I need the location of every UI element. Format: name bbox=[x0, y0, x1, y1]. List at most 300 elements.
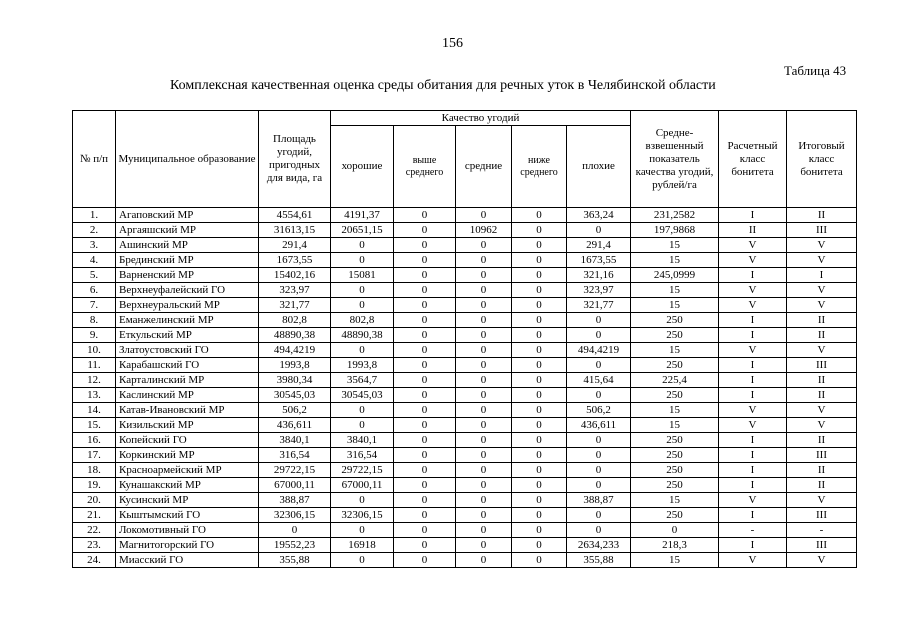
cell-above-average: 0 bbox=[394, 493, 456, 508]
cell-above-average: 0 bbox=[394, 283, 456, 298]
header-below-average: ниже среднего bbox=[512, 126, 567, 208]
cell-below-average: 0 bbox=[512, 523, 567, 538]
document-title: Комплексная качественная оценка среды обитания для речных уток в Челябинской области bbox=[170, 78, 716, 93]
cell-final-class: II bbox=[787, 328, 857, 343]
cell-above-average: 0 bbox=[394, 508, 456, 523]
cell-calc-class: V bbox=[719, 343, 787, 358]
cell-municipality: Аргаяшский МР bbox=[116, 223, 259, 238]
cell-row-num: 19. bbox=[73, 478, 116, 493]
header-average: средние bbox=[456, 126, 512, 208]
cell-municipality: Кунашакский МР bbox=[116, 478, 259, 493]
cell-final-class: III bbox=[787, 223, 857, 238]
cell-average: 10962 bbox=[456, 223, 512, 238]
table-label: Таблица 43 bbox=[784, 63, 847, 78]
cell-above-average: 0 bbox=[394, 388, 456, 403]
cell-good: 1993,8 bbox=[331, 358, 394, 373]
cell-area: 3980,34 bbox=[259, 373, 331, 388]
cell-weighted-index: 250 bbox=[631, 463, 719, 478]
cell-row-num: 11. bbox=[73, 358, 116, 373]
cell-municipality: Кизильский МР bbox=[116, 418, 259, 433]
cell-municipality: Златоустовский ГО bbox=[116, 343, 259, 358]
cell-poor: 0 bbox=[567, 223, 631, 238]
cell-good: 0 bbox=[331, 418, 394, 433]
cell-final-class: V bbox=[787, 283, 857, 298]
cell-final-class: III bbox=[787, 508, 857, 523]
cell-weighted-index: 15 bbox=[631, 283, 719, 298]
cell-area: 436,611 bbox=[259, 418, 331, 433]
cell-area: 48890,38 bbox=[259, 328, 331, 343]
cell-weighted-index: 250 bbox=[631, 388, 719, 403]
table-row bbox=[73, 328, 857, 343]
cell-municipality: Кусинский МР bbox=[116, 493, 259, 508]
cell-calc-class: V bbox=[719, 298, 787, 313]
cell-average: 0 bbox=[456, 238, 512, 253]
cell-weighted-index: 250 bbox=[631, 313, 719, 328]
cell-area: 1673,55 bbox=[259, 253, 331, 268]
cell-area: 31613,15 bbox=[259, 223, 331, 238]
cell-municipality: Катав-Ивановский МР bbox=[116, 403, 259, 418]
cell-weighted-index: 250 bbox=[631, 358, 719, 373]
cell-poor: 323,97 bbox=[567, 283, 631, 298]
cell-row-num: 7. bbox=[73, 298, 116, 313]
cell-weighted-index: 245,0999 bbox=[631, 268, 719, 283]
cell-final-class: III bbox=[787, 538, 857, 553]
cell-municipality: Каслинский МР bbox=[116, 388, 259, 403]
cell-final-class: II bbox=[787, 388, 857, 403]
cell-below-average: 0 bbox=[512, 253, 567, 268]
cell-weighted-index: 218,3 bbox=[631, 538, 719, 553]
header-area: Площадь угодий, пригодных для вида, га bbox=[259, 111, 331, 208]
cell-above-average: 0 bbox=[394, 223, 456, 238]
cell-average: 0 bbox=[456, 478, 512, 493]
quality-assessment-table bbox=[72, 110, 857, 568]
cell-calc-class: - bbox=[719, 523, 787, 538]
cell-area: 388,87 bbox=[259, 493, 331, 508]
cell-municipality: Брединский МР bbox=[116, 253, 259, 268]
table-row bbox=[73, 403, 857, 418]
cell-weighted-index: 15 bbox=[631, 418, 719, 433]
header-quality-group: Качество угодий bbox=[331, 111, 631, 126]
cell-row-num: 18. bbox=[73, 463, 116, 478]
cell-row-num: 9. bbox=[73, 328, 116, 343]
page-number: 156 bbox=[442, 36, 463, 51]
cell-area: 3840,1 bbox=[259, 433, 331, 448]
cell-calc-class: I bbox=[719, 313, 787, 328]
cell-good: 0 bbox=[331, 283, 394, 298]
cell-municipality: Еманжелинский МР bbox=[116, 313, 259, 328]
table-row bbox=[73, 358, 857, 373]
table-row bbox=[73, 448, 857, 463]
cell-calc-class: I bbox=[719, 508, 787, 523]
cell-good: 48890,38 bbox=[331, 328, 394, 343]
cell-weighted-index: 231,2582 bbox=[631, 208, 719, 223]
cell-final-class: II bbox=[787, 373, 857, 388]
cell-below-average: 0 bbox=[512, 208, 567, 223]
cell-poor: 363,24 bbox=[567, 208, 631, 223]
cell-calc-class: V bbox=[719, 238, 787, 253]
cell-row-num: 23. bbox=[73, 538, 116, 553]
cell-municipality: Карталинский МР bbox=[116, 373, 259, 388]
table-row bbox=[73, 253, 857, 268]
cell-average: 0 bbox=[456, 463, 512, 478]
cell-weighted-index: 250 bbox=[631, 433, 719, 448]
cell-calc-class: I bbox=[719, 388, 787, 403]
cell-average: 0 bbox=[456, 328, 512, 343]
cell-weighted-index: 15 bbox=[631, 343, 719, 358]
cell-row-num: 17. bbox=[73, 448, 116, 463]
cell-poor: 0 bbox=[567, 478, 631, 493]
cell-final-class: V bbox=[787, 403, 857, 418]
cell-poor: 0 bbox=[567, 463, 631, 478]
header-calc-class: Расчетный класс бонитета bbox=[719, 111, 787, 208]
cell-below-average: 0 bbox=[512, 388, 567, 403]
cell-good: 0 bbox=[331, 403, 394, 418]
table-row bbox=[73, 553, 857, 568]
cell-final-class: III bbox=[787, 448, 857, 463]
cell-area: 67000,11 bbox=[259, 478, 331, 493]
cell-above-average: 0 bbox=[394, 343, 456, 358]
cell-average: 0 bbox=[456, 508, 512, 523]
cell-above-average: 0 bbox=[394, 418, 456, 433]
cell-good: 15081 bbox=[331, 268, 394, 283]
table-row bbox=[73, 433, 857, 448]
cell-area: 4554,61 bbox=[259, 208, 331, 223]
table-row bbox=[73, 313, 857, 328]
cell-weighted-index: 15 bbox=[631, 253, 719, 268]
cell-row-num: 2. bbox=[73, 223, 116, 238]
header-num: № п/п bbox=[73, 111, 116, 208]
cell-area: 291,4 bbox=[259, 238, 331, 253]
cell-final-class: V bbox=[787, 238, 857, 253]
cell-municipality: Кыштымский ГО bbox=[116, 508, 259, 523]
cell-municipality: Копейский ГО bbox=[116, 433, 259, 448]
table-body bbox=[73, 208, 857, 568]
cell-average: 0 bbox=[456, 268, 512, 283]
cell-above-average: 0 bbox=[394, 538, 456, 553]
table-row bbox=[73, 208, 857, 223]
cell-municipality: Верхнеуфалейский ГО bbox=[116, 283, 259, 298]
cell-poor: 506,2 bbox=[567, 403, 631, 418]
cell-good: 32306,15 bbox=[331, 508, 394, 523]
cell-row-num: 10. bbox=[73, 343, 116, 358]
table-row bbox=[73, 343, 857, 358]
header-weighted: Средне-взвешенный показатель качества угодий, рублей/га bbox=[631, 111, 719, 208]
table-row bbox=[73, 298, 857, 313]
cell-area: 506,2 bbox=[259, 403, 331, 418]
cell-calc-class: I bbox=[719, 328, 787, 343]
cell-poor: 0 bbox=[567, 358, 631, 373]
cell-row-num: 20. bbox=[73, 493, 116, 508]
cell-final-class: V bbox=[787, 418, 857, 433]
cell-row-num: 24. bbox=[73, 553, 116, 568]
cell-below-average: 0 bbox=[512, 478, 567, 493]
cell-row-num: 14. bbox=[73, 403, 116, 418]
cell-good: 3840,1 bbox=[331, 433, 394, 448]
cell-poor: 0 bbox=[567, 523, 631, 538]
cell-final-class: I bbox=[787, 268, 857, 283]
cell-calc-class: V bbox=[719, 253, 787, 268]
cell-good: 20651,15 bbox=[331, 223, 394, 238]
table-row bbox=[73, 523, 857, 538]
cell-good: 4191,37 bbox=[331, 208, 394, 223]
cell-average: 0 bbox=[456, 373, 512, 388]
cell-average: 0 bbox=[456, 283, 512, 298]
cell-average: 0 bbox=[456, 358, 512, 373]
table-row bbox=[73, 478, 857, 493]
header-municipality: Муниципальное образование bbox=[116, 111, 259, 208]
cell-municipality: Миасский ГО bbox=[116, 553, 259, 568]
cell-average: 0 bbox=[456, 298, 512, 313]
cell-below-average: 0 bbox=[512, 298, 567, 313]
cell-average: 0 bbox=[456, 253, 512, 268]
cell-final-class: V bbox=[787, 343, 857, 358]
cell-above-average: 0 bbox=[394, 253, 456, 268]
cell-average: 0 bbox=[456, 448, 512, 463]
cell-below-average: 0 bbox=[512, 463, 567, 478]
cell-below-average: 0 bbox=[512, 433, 567, 448]
cell-poor: 436,611 bbox=[567, 418, 631, 433]
cell-weighted-index: 197,9868 bbox=[631, 223, 719, 238]
cell-good: 0 bbox=[331, 298, 394, 313]
table-header bbox=[73, 111, 857, 208]
cell-above-average: 0 bbox=[394, 523, 456, 538]
table-row bbox=[73, 538, 857, 553]
cell-above-average: 0 bbox=[394, 403, 456, 418]
cell-calc-class: V bbox=[719, 493, 787, 508]
cell-good: 67000,11 bbox=[331, 478, 394, 493]
cell-calc-class: I bbox=[719, 538, 787, 553]
cell-weighted-index: 225,4 bbox=[631, 373, 719, 388]
header-final-class: Итоговый класс бонитета bbox=[787, 111, 857, 208]
cell-final-class: V bbox=[787, 298, 857, 313]
cell-good: 16918 bbox=[331, 538, 394, 553]
table-row bbox=[73, 373, 857, 388]
cell-below-average: 0 bbox=[512, 418, 567, 433]
cell-poor: 291,4 bbox=[567, 238, 631, 253]
cell-average: 0 bbox=[456, 208, 512, 223]
cell-good: 802,8 bbox=[331, 313, 394, 328]
cell-poor: 388,87 bbox=[567, 493, 631, 508]
cell-above-average: 0 bbox=[394, 358, 456, 373]
cell-area: 29722,15 bbox=[259, 463, 331, 478]
cell-calc-class: V bbox=[719, 418, 787, 433]
cell-above-average: 0 bbox=[394, 328, 456, 343]
cell-row-num: 15. bbox=[73, 418, 116, 433]
cell-municipality: Магнитогорский ГО bbox=[116, 538, 259, 553]
cell-final-class: V bbox=[787, 253, 857, 268]
cell-good: 0 bbox=[331, 523, 394, 538]
cell-poor: 321,77 bbox=[567, 298, 631, 313]
table-row bbox=[73, 268, 857, 283]
cell-weighted-index: 15 bbox=[631, 493, 719, 508]
cell-above-average: 0 bbox=[394, 208, 456, 223]
cell-poor: 1673,55 bbox=[567, 253, 631, 268]
cell-good: 0 bbox=[331, 493, 394, 508]
cell-poor: 494,4219 bbox=[567, 343, 631, 358]
cell-average: 0 bbox=[456, 313, 512, 328]
cell-final-class: II bbox=[787, 313, 857, 328]
cell-weighted-index: 0 bbox=[631, 523, 719, 538]
cell-above-average: 0 bbox=[394, 268, 456, 283]
cell-final-class: - bbox=[787, 523, 857, 538]
cell-area: 1993,8 bbox=[259, 358, 331, 373]
cell-above-average: 0 bbox=[394, 463, 456, 478]
cell-area: 494,4219 bbox=[259, 343, 331, 358]
cell-area: 323,97 bbox=[259, 283, 331, 298]
table-row bbox=[73, 493, 857, 508]
cell-municipality: Варненский МР bbox=[116, 268, 259, 283]
cell-final-class: II bbox=[787, 463, 857, 478]
cell-below-average: 0 bbox=[512, 358, 567, 373]
cell-calc-class: I bbox=[719, 208, 787, 223]
cell-good: 316,54 bbox=[331, 448, 394, 463]
cell-final-class: II bbox=[787, 208, 857, 223]
cell-row-num: 6. bbox=[73, 283, 116, 298]
cell-area: 355,88 bbox=[259, 553, 331, 568]
cell-good: 3564,7 bbox=[331, 373, 394, 388]
cell-good: 0 bbox=[331, 253, 394, 268]
cell-weighted-index: 15 bbox=[631, 553, 719, 568]
cell-below-average: 0 bbox=[512, 283, 567, 298]
cell-weighted-index: 250 bbox=[631, 328, 719, 343]
cell-poor: 0 bbox=[567, 508, 631, 523]
cell-average: 0 bbox=[456, 433, 512, 448]
cell-weighted-index: 15 bbox=[631, 298, 719, 313]
cell-row-num: 13. bbox=[73, 388, 116, 403]
cell-row-num: 22. bbox=[73, 523, 116, 538]
cell-below-average: 0 bbox=[512, 328, 567, 343]
cell-poor: 0 bbox=[567, 328, 631, 343]
cell-row-num: 5. bbox=[73, 268, 116, 283]
cell-area: 0 bbox=[259, 523, 331, 538]
cell-row-num: 16. bbox=[73, 433, 116, 448]
table-row bbox=[73, 463, 857, 478]
header-above-average: выше среднего bbox=[394, 126, 456, 208]
cell-poor: 0 bbox=[567, 448, 631, 463]
cell-above-average: 0 bbox=[394, 373, 456, 388]
cell-calc-class: V bbox=[719, 553, 787, 568]
cell-below-average: 0 bbox=[512, 403, 567, 418]
cell-below-average: 0 bbox=[512, 448, 567, 463]
cell-area: 802,8 bbox=[259, 313, 331, 328]
cell-poor: 0 bbox=[567, 388, 631, 403]
table-row bbox=[73, 223, 857, 238]
cell-below-average: 0 bbox=[512, 223, 567, 238]
cell-final-class: V bbox=[787, 553, 857, 568]
cell-average: 0 bbox=[456, 418, 512, 433]
cell-poor: 321,16 bbox=[567, 268, 631, 283]
cell-row-num: 12. bbox=[73, 373, 116, 388]
cell-municipality: Верхнеуральский МР bbox=[116, 298, 259, 313]
header-good: хорошие bbox=[331, 126, 394, 208]
cell-weighted-index: 15 bbox=[631, 238, 719, 253]
cell-area: 15402,16 bbox=[259, 268, 331, 283]
cell-final-class: II bbox=[787, 478, 857, 493]
cell-average: 0 bbox=[456, 523, 512, 538]
cell-municipality: Красноармейский МР bbox=[116, 463, 259, 478]
cell-above-average: 0 bbox=[394, 478, 456, 493]
cell-row-num: 8. bbox=[73, 313, 116, 328]
cell-below-average: 0 bbox=[512, 238, 567, 253]
cell-below-average: 0 bbox=[512, 373, 567, 388]
cell-good: 0 bbox=[331, 343, 394, 358]
cell-municipality: Карабашский ГО bbox=[116, 358, 259, 373]
cell-average: 0 bbox=[456, 493, 512, 508]
cell-below-average: 0 bbox=[512, 313, 567, 328]
cell-calc-class: I bbox=[719, 268, 787, 283]
cell-row-num: 1. bbox=[73, 208, 116, 223]
cell-above-average: 0 bbox=[394, 448, 456, 463]
header-poor: плохие bbox=[567, 126, 631, 208]
cell-final-class: V bbox=[787, 493, 857, 508]
cell-calc-class: V bbox=[719, 283, 787, 298]
cell-below-average: 0 bbox=[512, 553, 567, 568]
cell-weighted-index: 250 bbox=[631, 448, 719, 463]
cell-average: 0 bbox=[456, 553, 512, 568]
cell-weighted-index: 15 bbox=[631, 403, 719, 418]
cell-poor: 0 bbox=[567, 433, 631, 448]
cell-good: 30545,03 bbox=[331, 388, 394, 403]
cell-above-average: 0 bbox=[394, 553, 456, 568]
cell-calc-class: I bbox=[719, 448, 787, 463]
cell-below-average: 0 bbox=[512, 508, 567, 523]
cell-calc-class: I bbox=[719, 478, 787, 493]
cell-municipality: Еткульский МР bbox=[116, 328, 259, 343]
cell-good: 0 bbox=[331, 238, 394, 253]
cell-row-num: 3. bbox=[73, 238, 116, 253]
cell-calc-class: I bbox=[719, 433, 787, 448]
cell-below-average: 0 bbox=[512, 343, 567, 358]
cell-area: 316,54 bbox=[259, 448, 331, 463]
cell-area: 30545,03 bbox=[259, 388, 331, 403]
cell-row-num: 4. bbox=[73, 253, 116, 268]
table-row bbox=[73, 238, 857, 253]
cell-poor: 355,88 bbox=[567, 553, 631, 568]
cell-poor: 0 bbox=[567, 313, 631, 328]
cell-municipality: Агаповский МР bbox=[116, 208, 259, 223]
cell-municipality: Коркинский МР bbox=[116, 448, 259, 463]
cell-good: 29722,15 bbox=[331, 463, 394, 478]
cell-final-class: III bbox=[787, 358, 857, 373]
cell-poor: 2634,233 bbox=[567, 538, 631, 553]
cell-below-average: 0 bbox=[512, 268, 567, 283]
cell-below-average: 0 bbox=[512, 538, 567, 553]
table-row bbox=[73, 418, 857, 433]
cell-municipality: Локомотивный ГО bbox=[116, 523, 259, 538]
table-row bbox=[73, 508, 857, 523]
cell-area: 321,77 bbox=[259, 298, 331, 313]
cell-calc-class: I bbox=[719, 373, 787, 388]
cell-above-average: 0 bbox=[394, 313, 456, 328]
cell-weighted-index: 250 bbox=[631, 478, 719, 493]
cell-calc-class: I bbox=[719, 358, 787, 373]
cell-calc-class: V bbox=[719, 403, 787, 418]
cell-weighted-index: 250 bbox=[631, 508, 719, 523]
table-row bbox=[73, 388, 857, 403]
cell-area: 32306,15 bbox=[259, 508, 331, 523]
cell-row-num: 21. bbox=[73, 508, 116, 523]
cell-average: 0 bbox=[456, 403, 512, 418]
cell-area: 19552,23 bbox=[259, 538, 331, 553]
cell-municipality: Ашинский МР bbox=[116, 238, 259, 253]
table-row bbox=[73, 283, 857, 298]
cell-average: 0 bbox=[456, 343, 512, 358]
cell-above-average: 0 bbox=[394, 238, 456, 253]
cell-below-average: 0 bbox=[512, 493, 567, 508]
cell-calc-class: II bbox=[719, 223, 787, 238]
cell-average: 0 bbox=[456, 538, 512, 553]
cell-good: 0 bbox=[331, 553, 394, 568]
